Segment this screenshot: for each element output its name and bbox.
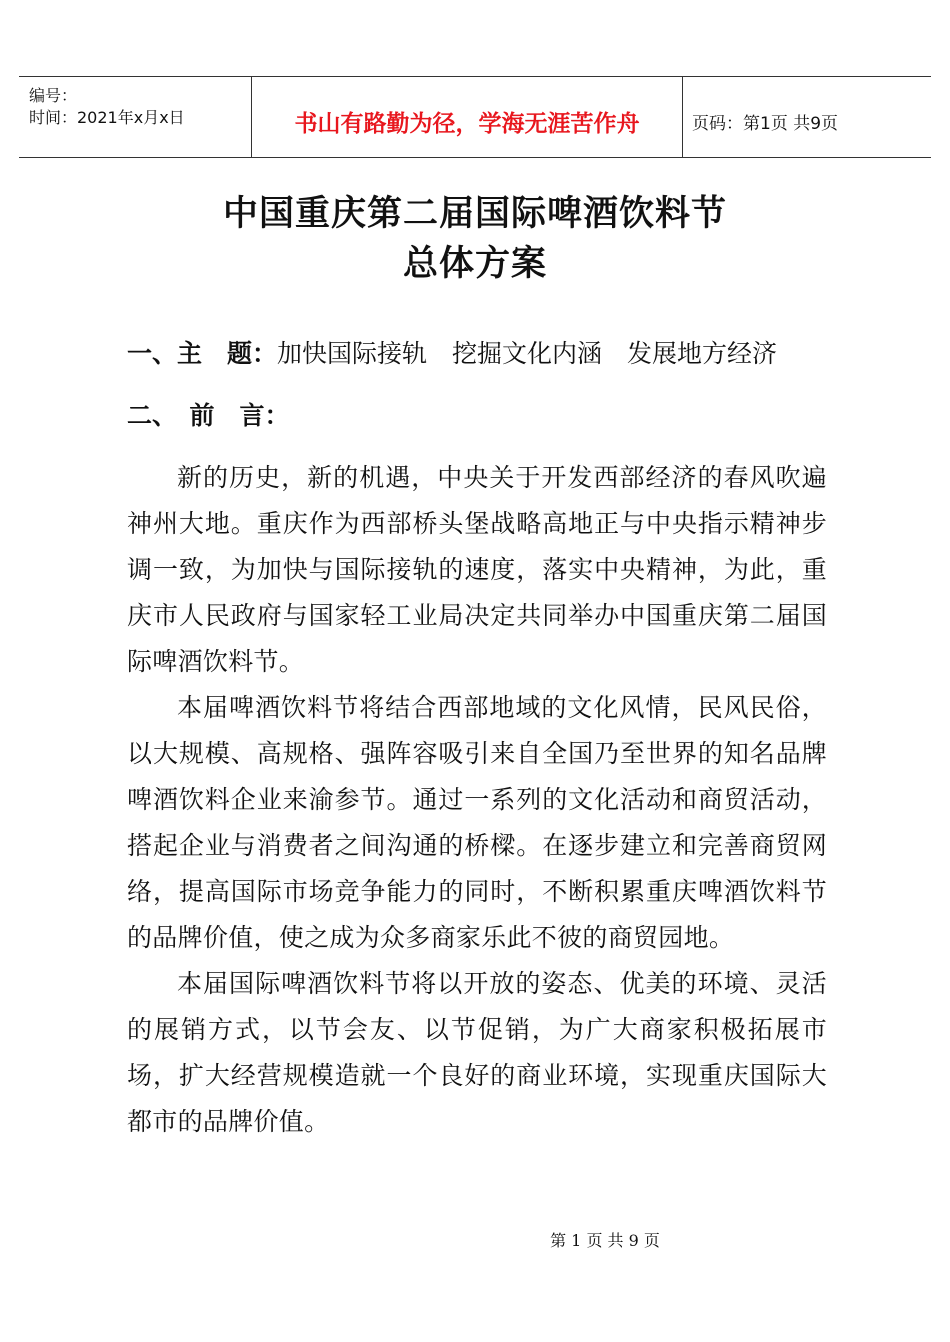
- header-page-info: 页码：第1页 共9页: [692, 114, 839, 134]
- section-theme: [127, 334, 777, 370]
- paragraph-1: 新的历史，新的机遇，中央关于开发西部经济的春风吹遍神州大地。重庆作为西部桥头堡战略高地正与中央指示精神步调一致，为加快与国际接轨的速度，落实中央精神，为此，重庆市人民政府与国家轻工业局决定共同举办中国重庆第二届国际啤酒饮料节。: [127, 463, 827, 676]
- document-title: 中国重庆第二届国际啤酒饮料节: [222, 193, 727, 234]
- section-preface: [127, 396, 290, 432]
- document-time-label: 时间：2021年x月x日: [29, 108, 185, 127]
- paragraph-3: 本届国际啤酒饮料节将以开放的姿态、优美的环境、灵活的展销方式，以节会友、以节促销，为广大商家积极拓展市场，扩大经营规模造就一个良好的商业环境，实现重庆国际大都市的品牌价值。: [127, 969, 827, 1136]
- header-meta-cell: [19, 77, 251, 157]
- paragraph-2: 本届啤酒饮料节将结合西部地域的文化风情，民风民俗，以大规模、高规格、强阵容吸引来自全国乃至世界的知名品牌啤酒饮料企业来渝参节。通过一系列的文化活动和商贸活动，搭起企业与消费者之间沟通的桥樑。在逐步建立和完善商贸网络，提高国际市场竞争能力的同时，不断积累重庆啤酒饮料节的品牌价值，使之成为众多商家乐此不彼的商贸园地。: [127, 693, 827, 952]
- page-header: [19, 76, 931, 158]
- document-subtitle: 总体方案: [402, 243, 547, 284]
- document-number-label: 编号：: [29, 86, 78, 105]
- header-motto-cell: [251, 77, 683, 157]
- page-footer: 第 1 页 共 9 页: [550, 1231, 660, 1250]
- section-theme-label: 一、主 题：: [127, 339, 278, 368]
- header-motto: 书山有路勤为径，学海无涯苦作舟: [294, 111, 640, 137]
- header-page-cell: [682, 77, 931, 157]
- section-preface-label: 二、 前 言：: [127, 401, 290, 430]
- section-theme-text: 加快国际接轨 挖掘文化内涵 发展地方经济: [277, 339, 778, 368]
